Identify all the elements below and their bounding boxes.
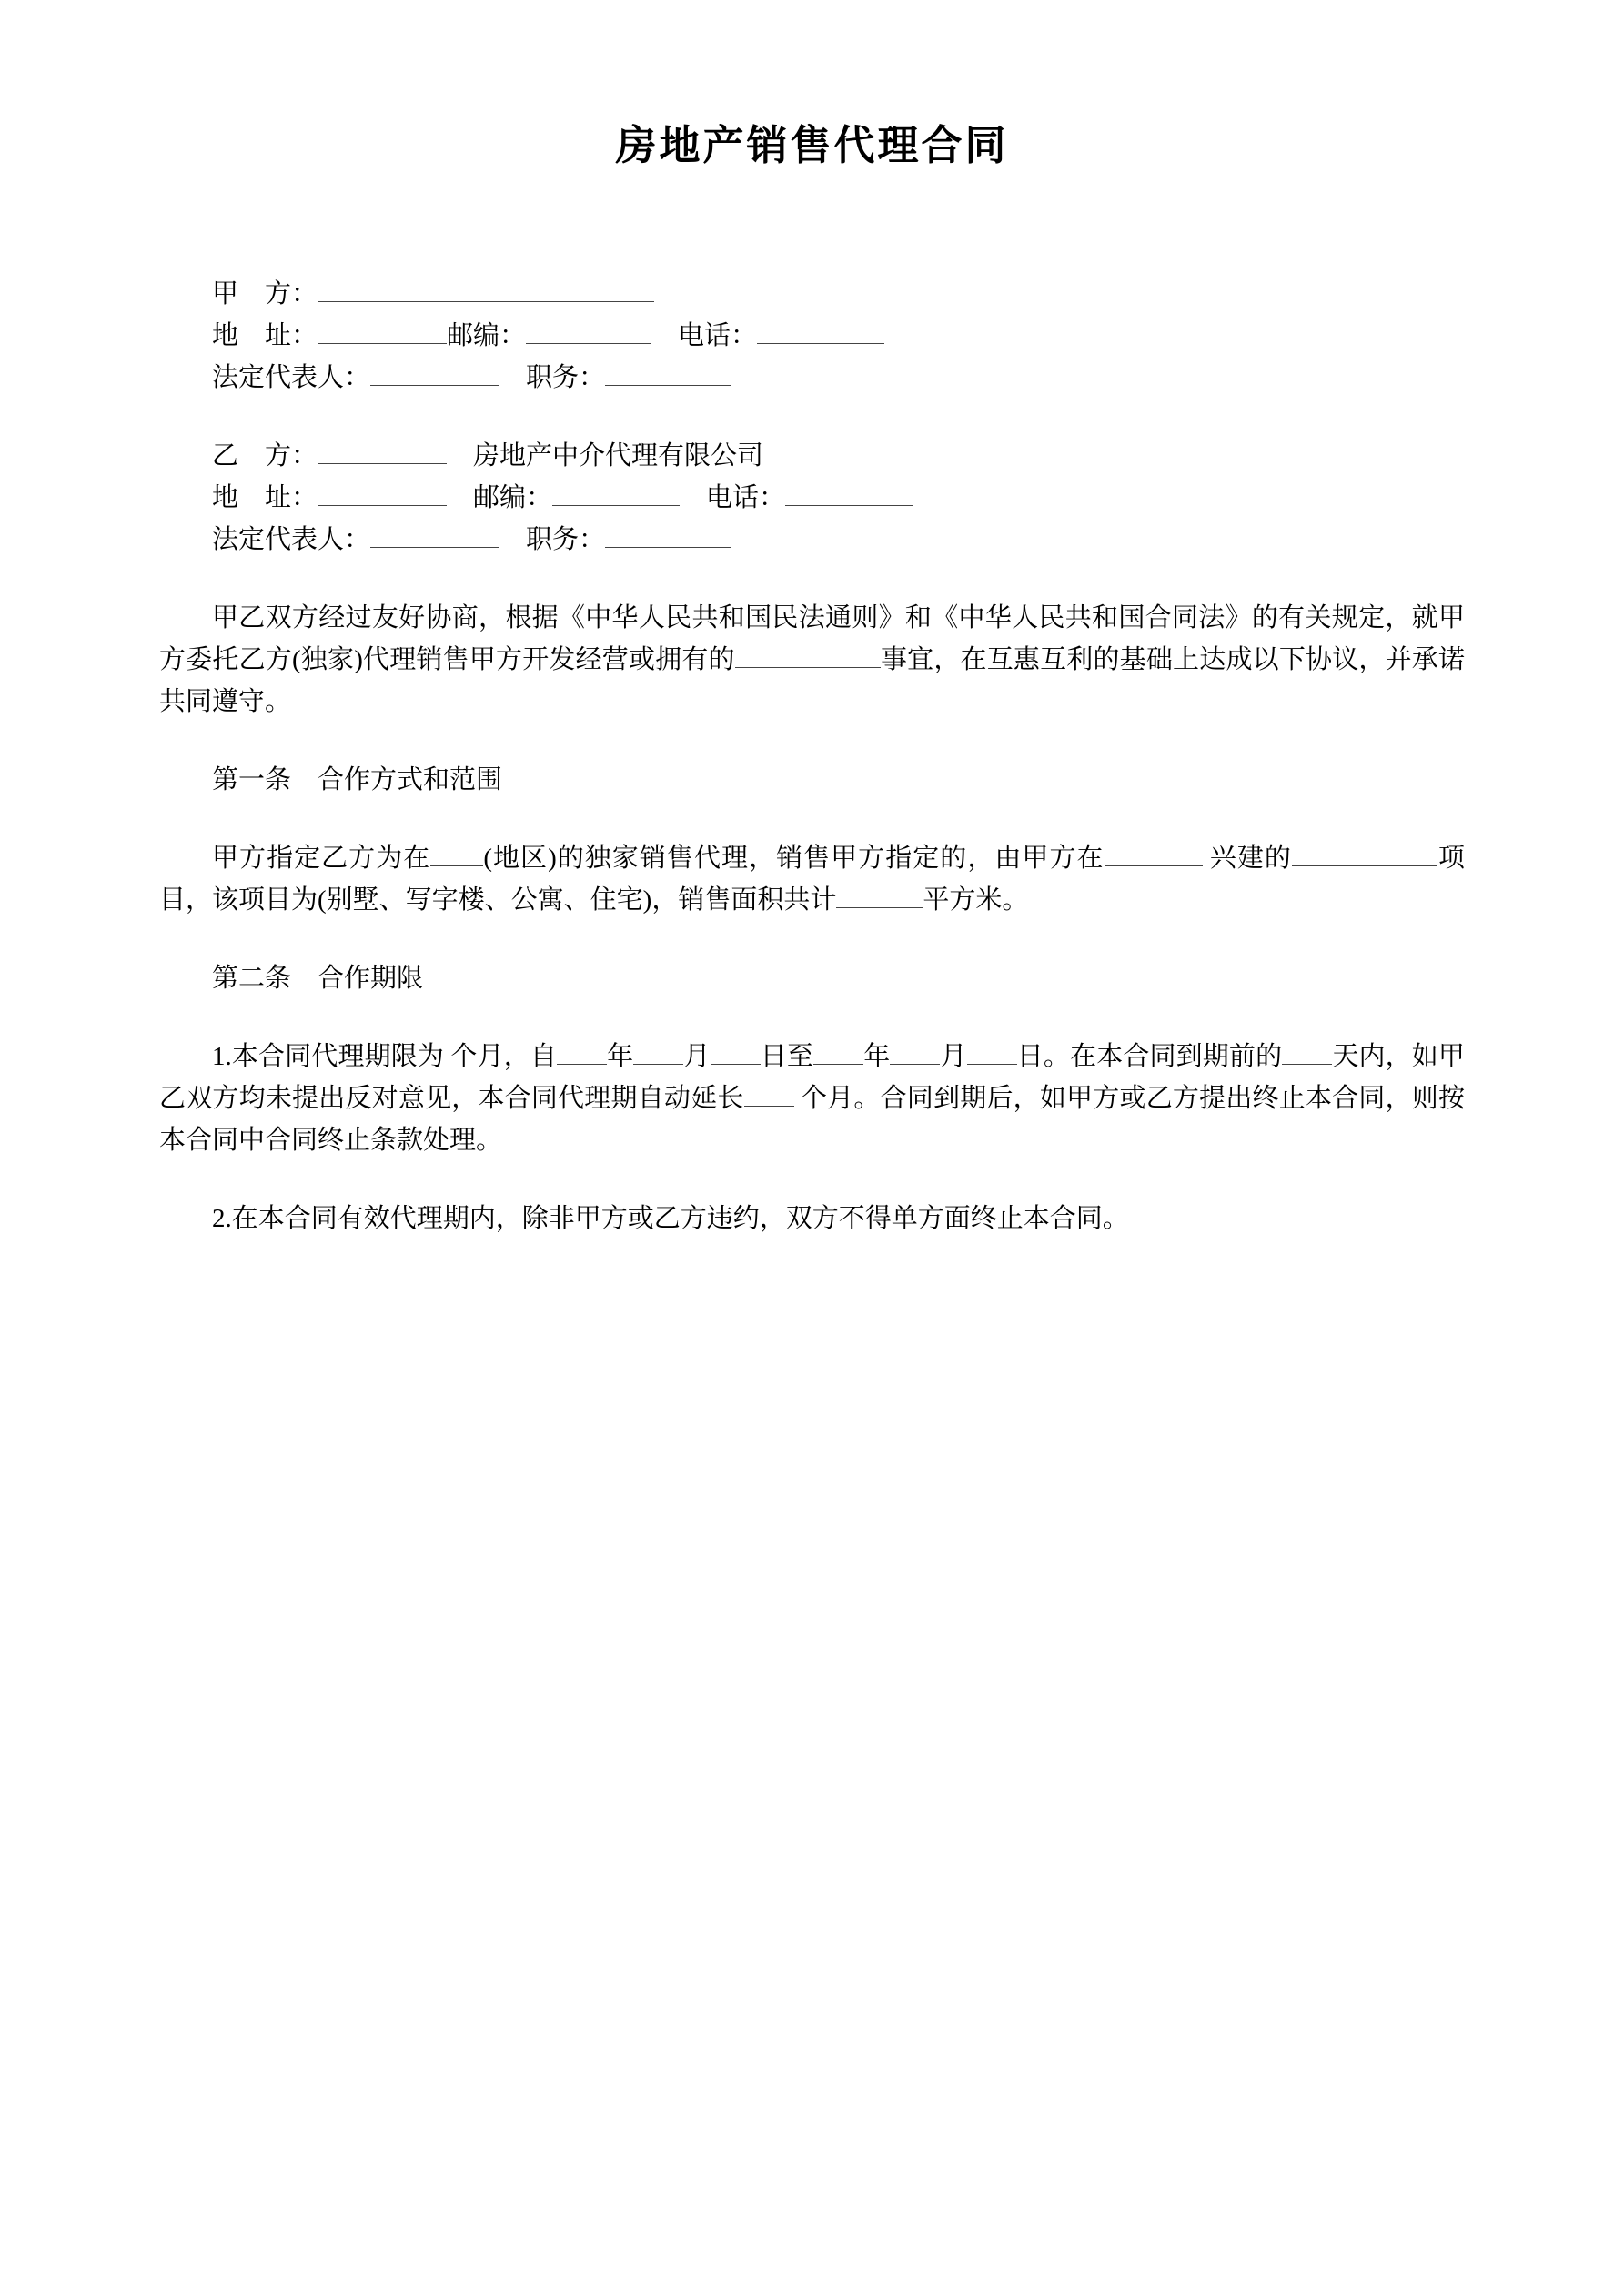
text-segment: (地区)的独家销售代理，销售甲方指定的，由甲方在 xyxy=(483,844,1105,873)
text-segment: 兴建的 xyxy=(1202,844,1292,873)
text-segment: 日。在本合同到期前的 xyxy=(1016,1042,1283,1071)
intro-paragraph xyxy=(159,597,1465,723)
blank-line xyxy=(711,1064,761,1065)
blank-line xyxy=(318,343,447,344)
text-segment: 邮编： xyxy=(447,321,527,350)
blank-line xyxy=(526,343,651,344)
document-title: 房地产销售代理合同 xyxy=(615,123,1009,168)
text-segment: 电话： xyxy=(680,483,786,512)
text-segment: 2.在本合同有效代理期内，除非甲方或乙方违约，双方不得单方面终止本合同。 xyxy=(212,1204,1129,1233)
blank-line xyxy=(318,505,447,506)
blank-line xyxy=(744,1106,794,1107)
text-segment: 平方米。 xyxy=(923,885,1029,915)
blank-line xyxy=(967,1064,1017,1065)
text-segment: 甲 方： xyxy=(212,279,318,308)
blank-line xyxy=(370,547,499,548)
text-segment: 电话： xyxy=(651,321,758,350)
party-b-representative-line xyxy=(212,519,1465,561)
text-segment: 月 xyxy=(683,1042,711,1071)
article-1-paragraph xyxy=(159,837,1465,921)
text-segment: 甲乙双方经过友好协商，根据《中华人民共和国民法通则》和《中华人民共和国合同法》的有关规定，就甲方委托乙方(独家)代理销售甲方开发经营或拥有的 xyxy=(159,603,1465,674)
article-1-heading xyxy=(212,759,1465,801)
blank-line xyxy=(1282,1064,1332,1065)
text-segment: 年 xyxy=(863,1042,891,1071)
text-segment: 职务： xyxy=(499,363,606,392)
text-segment: 地 址： xyxy=(212,483,318,512)
blank-line xyxy=(557,1064,607,1065)
blank-line xyxy=(370,385,499,386)
party-a-contact-line xyxy=(212,315,1465,357)
article-2-heading xyxy=(212,957,1465,999)
text-segment: 乙 方： xyxy=(212,441,318,470)
party-b-contact-line xyxy=(212,477,1465,519)
text-segment: 年 xyxy=(607,1042,634,1071)
text-segment: 月 xyxy=(940,1042,967,1071)
article-2-paragraph-2 xyxy=(159,1198,1465,1239)
blank-line xyxy=(430,865,483,866)
document-body xyxy=(159,273,1465,1239)
text-segment: 天内，如甲乙双方均未提出反对意见，本合同代理期自动延长 xyxy=(159,1042,1465,1113)
article-2-paragraph-1 xyxy=(159,1036,1465,1161)
party-a-representative-line xyxy=(212,357,1465,399)
blank-line xyxy=(633,1064,683,1065)
blank-line xyxy=(890,1064,940,1065)
blank-line xyxy=(552,505,680,506)
blank-line xyxy=(1292,865,1437,866)
blank-line xyxy=(813,1064,863,1065)
text-segment: 法定代表人： xyxy=(212,525,371,554)
blank-line xyxy=(836,907,923,908)
text-segment: 1.本合同代理期限为 个月，自 xyxy=(212,1042,558,1071)
text-segment: 邮编： xyxy=(447,483,553,512)
blank-line xyxy=(735,667,881,668)
text-segment: 地 址： xyxy=(212,321,318,350)
text-segment: 职务： xyxy=(499,525,606,554)
text-segment: 房地产中介代理有限公司 xyxy=(447,441,764,470)
blank-line xyxy=(605,547,731,548)
text-segment: 个月。合同到期后，如甲方或乙方提出终止本合同，则按本合同中合同终止条款处理。 xyxy=(159,1084,1465,1155)
text-segment: 第一条 合作方式和范围 xyxy=(212,765,503,794)
blank-line xyxy=(785,505,913,506)
text-segment: 日至 xyxy=(760,1042,814,1071)
blank-line xyxy=(605,385,731,386)
text-segment: 事宜，在互惠互利的基础上达成以下协议，并承诺共同遵守。 xyxy=(159,645,1465,716)
party-b-name-line xyxy=(212,435,1465,477)
blank-line xyxy=(318,463,447,464)
blank-line xyxy=(1105,865,1203,866)
text-segment: 法定代表人： xyxy=(212,363,371,392)
blank-line xyxy=(757,343,884,344)
party-a-name-line xyxy=(212,273,1465,315)
text-segment: 第二条 合作期限 xyxy=(212,964,424,993)
text-segment: 甲方指定乙方为在 xyxy=(212,844,431,873)
blank-line xyxy=(318,301,654,302)
text-segment: 项目，该项目为(别墅、写字楼、公寓、住宅)，销售面积共计 xyxy=(159,844,1465,915)
